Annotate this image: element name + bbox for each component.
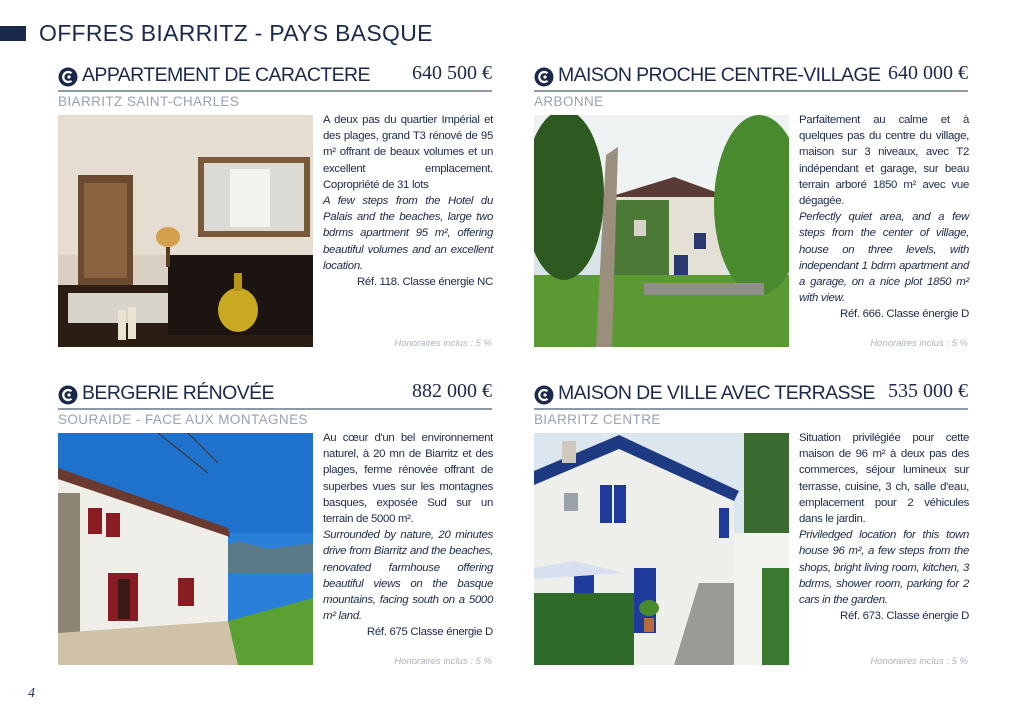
listing-card[interactable]	[534, 62, 968, 352]
listing-location: BIARRITZ CENTRE	[534, 412, 661, 427]
description-french: Situation privilégiée pour cette maison de 96 m² à deux pas des commerces, séjour lumineux sur terrasse, cuisine, 3 ch, salle d'eau, emplacement pour 2 véhicules dans le jardin.	[799, 432, 969, 526]
agency-logo-icon	[534, 385, 554, 405]
listing-description	[799, 112, 969, 323]
agency-logo-icon	[534, 67, 554, 87]
description-english: Perfectly quiet area, and a few steps from the center of village, house on three levels, with independant 1 bdrm apartment and a garage, on a nice plot 1850 m² with view.	[799, 211, 969, 305]
page-number: 4	[28, 686, 35, 701]
agency-logo-icon	[58, 67, 78, 87]
description-french: Parfaitement au calme et à quelques pas du centre du village, maison sur 3 niveaux, avec T2 indépendant et garage, sur beau terrain arboré 1850 m² avec vue dégagée.	[799, 114, 969, 208]
listing-location: ARBONNE	[534, 94, 604, 109]
description-english: Surrounded by nature, 20 minutes drive from Biarritz and the beaches, renovated farmhouse offering beautiful views on the basque mountains, facing south on a 5000 m² land.	[323, 529, 493, 623]
listing-price: 640 000 €	[888, 62, 968, 84]
listing-description	[323, 430, 493, 641]
listing-header	[58, 380, 492, 410]
listing-header	[58, 62, 492, 92]
listing-card[interactable]	[58, 62, 492, 352]
listing-reference: Réf. 666. Classe énergie D	[840, 308, 969, 321]
listing-title[interactable]: BERGERIE RÉNOVÉE	[82, 382, 274, 404]
listing-fees: Honoraires inclus : 5 %	[870, 656, 968, 667]
page-title: OFFRES BIARRITZ - PAYS BASQUE	[39, 20, 433, 46]
listing-location: BIARRITZ SAINT-CHARLES	[58, 94, 240, 109]
header-accent-bar	[0, 26, 26, 41]
listing-fees: Honoraires inclus : 5 %	[394, 656, 492, 667]
listing-title[interactable]: MAISON DE VILLE AVEC TERRASSE	[558, 382, 875, 404]
listing-price: 640 500 €	[412, 62, 492, 84]
listing-card[interactable]	[534, 380, 968, 670]
property-photo[interactable]	[534, 433, 789, 665]
listing-fees: Honoraires inclus : 5 %	[394, 338, 492, 349]
listing-reference: Réf. 673. Classe énergie D	[840, 610, 969, 623]
listing-header	[534, 380, 968, 410]
listing-reference: Réf. 675 Classe énergie D	[366, 626, 493, 639]
listing-description	[799, 430, 969, 624]
listing-location: SOURAIDE - FACE AUX MONTAGNES	[58, 412, 308, 427]
property-photo[interactable]	[58, 115, 313, 347]
description-english: A few steps from the Hotel du Palais and the beaches, large two bdrms apartment 95 m², offering beautiful volumes and an excellent location.	[323, 195, 493, 272]
property-photo[interactable]	[534, 115, 789, 347]
description-french: Au cœur d'un bel environnement naturel, à 20 mn de Biarritz et des plages, ferme rénovée offrant de superbes vues sur les montagnes basques, exposée Sud sur un terrain de 5000 m².	[323, 432, 493, 526]
description-english: Priviledged location for this town house 96 m², a few steps from the shops, bright living room, kitchen, 3 bdrms, shower room, parking for 2 cars in the garden.	[799, 529, 969, 607]
listing-card[interactable]	[58, 380, 492, 670]
property-photo[interactable]	[58, 433, 313, 665]
listing-reference: Réf. 118. Classe énergie NC	[356, 276, 493, 289]
listing-price: 882 000 €	[412, 380, 492, 402]
listing-price: 535 000 €	[888, 380, 968, 402]
listing-description	[323, 112, 493, 290]
agency-logo-icon	[58, 385, 78, 405]
listing-title[interactable]: APPARTEMENT DE CARACTERE	[82, 64, 370, 86]
listing-fees: Honoraires inclus : 5 %	[870, 338, 968, 349]
description-french: A deux pas du quartier Impérial et des plages, grand T3 rénové de 95 m² offrant de beaux volumes et un excellent emplacement. Copropriété de 31 lots	[323, 114, 493, 191]
listing-title[interactable]: MAISON PROCHE CENTRE-VILLAGE	[558, 64, 881, 86]
listing-header	[534, 62, 968, 92]
